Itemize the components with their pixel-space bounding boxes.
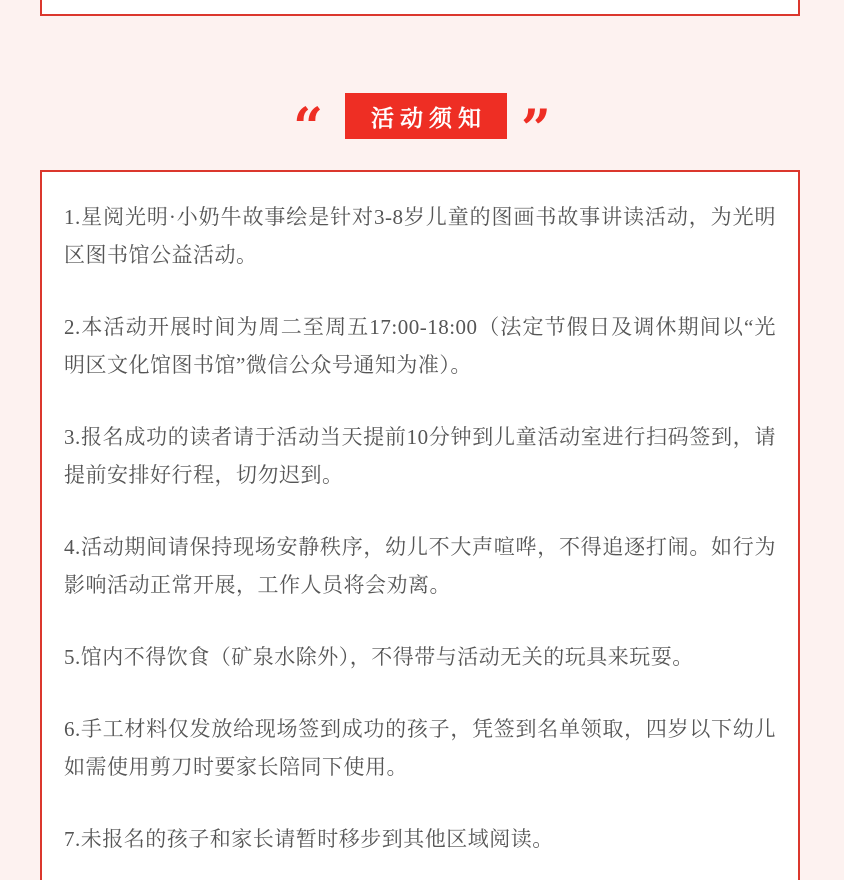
notice-item: 4.活动期间请保持现场安静秩序，幼儿不大声喧哗，不得追逐打闹。如行为影响活动正常开展，工作人员将会劝离。 bbox=[64, 535, 776, 597]
notice-item: 2.本活动开展时间为周二至周五17:00-18:00（法定节假日及调休期间以“光明区文化馆图书馆”微信公众号通知为准）。 bbox=[64, 315, 776, 377]
previous-section-box bbox=[40, 0, 800, 16]
notice-item: 1.星阅光明·小奶牛故事绘是针对3-8岁儿童的图画书故事讲读活动，为光明区图书馆公益活动。 bbox=[64, 205, 776, 267]
notice-item: 6.手工材料仅发放给现场签到成功的孩子，凭签到名单领取，四岁以下幼儿如需使用剪刀时要家长陪同下使用。 bbox=[64, 717, 776, 779]
notice-item: 7.未报名的孩子和家长请暂时移步到其他区域阅读。 bbox=[64, 827, 554, 851]
section-header: “ 活动须知 ” bbox=[0, 93, 844, 139]
notice-item: 3.报名成功的读者请于活动当天提前10分钟到儿童活动室进行扫码签到，请提前安排好行程，切勿迟到。 bbox=[64, 425, 776, 487]
notice-box bbox=[40, 170, 800, 880]
notice-item: 5.馆内不得饮食（矿泉水除外），不得带与活动无关的玩具来玩耍。 bbox=[64, 645, 694, 669]
section-title-banner: 活动须知 bbox=[345, 93, 507, 139]
